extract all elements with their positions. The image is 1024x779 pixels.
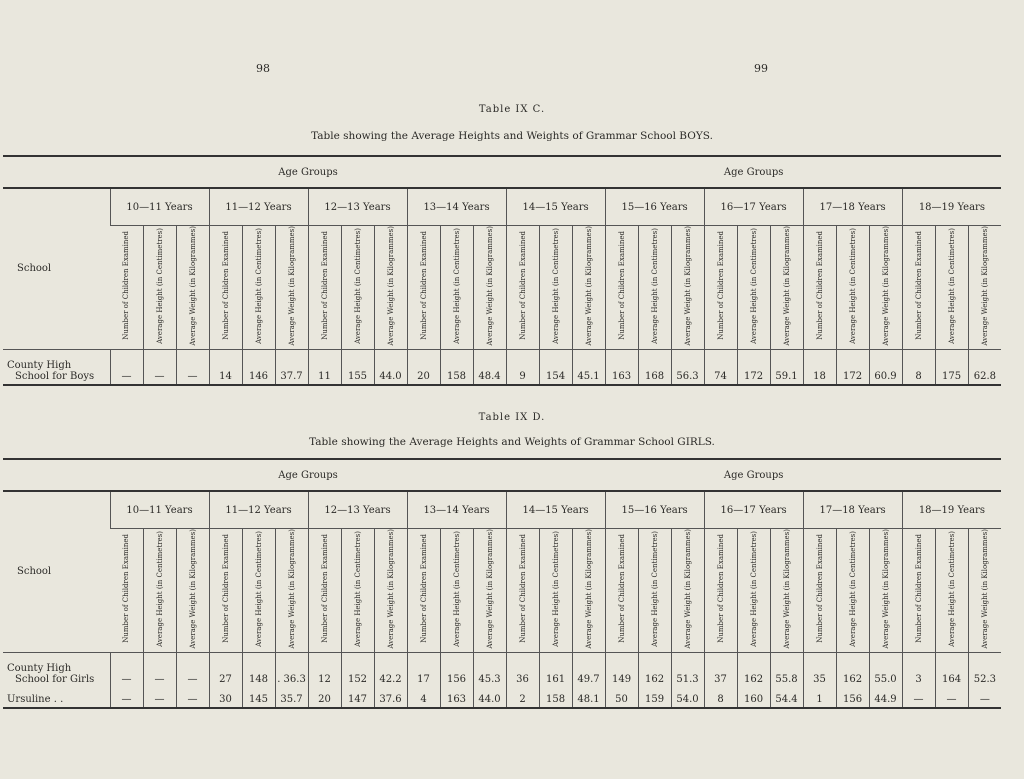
school-name-continued: School for Girls: [15, 673, 95, 685]
table-cell: 164: [935, 663, 968, 687]
table-cell: 35.7: [275, 687, 308, 708]
average-weight-header: Average Weight (in Kilogrammes): [584, 529, 593, 649]
age-range-header: 15—16 Years: [605, 188, 704, 226]
table-title: Table IX C.: [478, 104, 546, 115]
average-height-header: Average Height (in Centimetres): [848, 530, 857, 647]
school-name: County High: [7, 662, 72, 674]
number-examined-header: Number of Children Examined: [716, 231, 725, 341]
page-number-left: 98: [256, 62, 270, 75]
table-cell: 162: [836, 663, 869, 687]
school-name-continued: School for Boys: [15, 370, 95, 382]
age-groups-label: Age Groups: [506, 156, 1001, 188]
table-cell: —: [143, 687, 176, 708]
column-headers-row: [3, 226, 1001, 350]
table-cell: 48.1: [572, 687, 605, 708]
table-cell: 155: [341, 360, 374, 385]
table-caption: Table showing the Average Heights and Weights of Grammar School BOYS.: [311, 130, 713, 142]
number-examined-header: Number of Children Examined: [419, 534, 428, 644]
age-range-header: 17—18 Years: [803, 188, 902, 226]
average-weight-header: Average Weight (in Kilogrammes): [386, 226, 395, 346]
table-row: [3, 360, 1001, 385]
age-range-header: 16—17 Years: [704, 491, 803, 529]
average-weight-header: Average Weight (in Kilogrammes): [584, 226, 593, 346]
table-cell: 55.8: [770, 663, 803, 687]
table-cell: 146: [242, 360, 275, 385]
school-name-cell: [3, 663, 110, 687]
age-range-header: 13—14 Years: [407, 491, 506, 529]
table-cell: 37.6: [374, 687, 407, 708]
age-range-header: 10—11 Years: [110, 188, 209, 226]
table-cell: 49.7: [572, 663, 605, 687]
average-weight-header: Average Weight (in Kilogrammes): [485, 226, 494, 346]
number-examined-header: Number of Children Examined: [419, 231, 428, 341]
average-weight-header: Average Weight (in Kilogrammes): [980, 529, 989, 649]
age-groups-row: [3, 156, 1001, 188]
table-cell: —: [110, 663, 143, 687]
number-examined-header: Number of Children Examined: [815, 534, 824, 644]
age-range-header: 18—19 Years: [902, 188, 1001, 226]
number-examined-header: Number of Children Examined: [914, 534, 923, 644]
table-cell: 147: [341, 687, 374, 708]
number-examined-header: Number of Children Examined: [617, 534, 626, 644]
average-height-header: Average Height (in Centimetres): [650, 530, 659, 647]
number-examined-header: Number of Children Examined: [914, 231, 923, 341]
average-weight-header: Average Weight (in Kilogrammes): [683, 529, 692, 649]
table-cell: 172: [836, 360, 869, 385]
table-cell: 50: [605, 687, 638, 708]
data-table: [3, 155, 1001, 386]
table-cell: —: [176, 687, 209, 708]
table-cell: 45.3: [473, 663, 506, 687]
table-cell: 30: [209, 687, 242, 708]
table-cell: 145: [242, 687, 275, 708]
school-column-header: School: [3, 491, 110, 652]
average-height-header: Average Height (in Centimetres): [155, 530, 164, 647]
number-examined-header: Number of Children Examined: [221, 231, 230, 341]
table-cell: 11: [308, 360, 341, 385]
age-range-header: 18—19 Years: [902, 491, 1001, 529]
number-examined-header: Number of Children Examined: [518, 231, 527, 341]
table-cell: 17: [407, 663, 440, 687]
table-cell: 36: [506, 663, 539, 687]
average-height-header: Average Height (in Centimetres): [947, 530, 956, 647]
table-cell: 149: [605, 663, 638, 687]
average-height-header: Average Height (in Centimetres): [254, 227, 263, 344]
table-cell: —: [143, 663, 176, 687]
table-cell: 158: [440, 360, 473, 385]
table-cell: 163: [440, 687, 473, 708]
number-examined-header: Number of Children Examined: [320, 231, 329, 341]
age-ranges-row: [3, 491, 1001, 529]
age-range-header: 11—12 Years: [209, 491, 308, 529]
table-cell: —: [935, 687, 968, 708]
average-height-header: Average Height (in Centimetres): [650, 227, 659, 344]
table-cell: 18: [803, 360, 836, 385]
age-groups-row: [3, 459, 1001, 491]
table-cell: 54.0: [671, 687, 704, 708]
number-examined-header: Number of Children Examined: [716, 534, 725, 644]
table-cell: 152: [341, 663, 374, 687]
table-row: [3, 663, 1001, 687]
table-cell: 172: [737, 360, 770, 385]
average-weight-header: Average Weight (in Kilogrammes): [287, 226, 296, 346]
age-range-header: 10—11 Years: [110, 491, 209, 529]
age-groups-label: Age Groups: [110, 459, 506, 491]
number-examined-header: Number of Children Examined: [518, 534, 527, 644]
average-height-header: Average Height (in Centimetres): [749, 227, 758, 344]
table-cell: 156: [440, 663, 473, 687]
average-height-header: Average Height (in Centimetres): [749, 530, 758, 647]
school-name: County High: [7, 359, 72, 371]
table-cell: 54.4: [770, 687, 803, 708]
average-height-header: Average Height (in Centimetres): [155, 227, 164, 344]
table-cell: 14: [209, 360, 242, 385]
table-cell: 8: [704, 687, 737, 708]
page-number-right: 99: [754, 62, 768, 75]
table-cell: 168: [638, 360, 671, 385]
number-examined-header: Number of Children Examined: [815, 231, 824, 341]
average-height-header: Average Height (in Centimetres): [254, 530, 263, 647]
age-groups-label: Age Groups: [506, 459, 1001, 491]
age-range-header: 11—12 Years: [209, 188, 308, 226]
table-cell: 154: [539, 360, 572, 385]
school-name-cell: [3, 360, 110, 385]
table-cell: 12: [308, 663, 341, 687]
table-cell: 9: [506, 360, 539, 385]
column-headers-row: [3, 529, 1001, 653]
table-cell: 74: [704, 360, 737, 385]
average-weight-header: Average Weight (in Kilogrammes): [287, 529, 296, 649]
school-name: Ursuline . .: [7, 693, 64, 705]
average-height-header: Average Height (in Centimetres): [848, 227, 857, 344]
table-cell: 37: [704, 663, 737, 687]
table-cell: 42.2: [374, 663, 407, 687]
table-cell: 159: [638, 687, 671, 708]
table-cell: —: [110, 360, 143, 385]
age-groups-label: Age Groups: [110, 156, 506, 188]
number-examined-header: Number of Children Examined: [320, 534, 329, 644]
table-title: Table IX D.: [478, 412, 546, 423]
table-cell: 51.3: [671, 663, 704, 687]
table-cell: 4: [407, 687, 440, 708]
number-examined-header: Number of Children Examined: [122, 534, 131, 644]
table-cell: 8: [902, 360, 935, 385]
table-cell: 55.0: [869, 663, 902, 687]
table-cell: 35: [803, 663, 836, 687]
table-cell: 37.7: [275, 360, 308, 385]
table-cell: 162: [737, 663, 770, 687]
table-cell: 2: [506, 687, 539, 708]
age-range-header: 15—16 Years: [605, 491, 704, 529]
age-range-header: 14—15 Years: [506, 491, 605, 529]
table-cell: 44.0: [473, 687, 506, 708]
table-cell: —: [143, 360, 176, 385]
number-examined-header: Number of Children Examined: [122, 231, 131, 341]
average-weight-header: Average Weight (in Kilogrammes): [485, 529, 494, 649]
age-range-header: 12—13 Years: [308, 491, 407, 529]
number-examined-header: Number of Children Examined: [221, 534, 230, 644]
table-cell: 175: [935, 360, 968, 385]
average-weight-header: Average Weight (in Kilogrammes): [881, 226, 890, 346]
table-cell: 48.4: [473, 360, 506, 385]
average-weight-header: Average Weight (in Kilogrammes): [782, 226, 791, 346]
age-range-header: 17—18 Years: [803, 491, 902, 529]
table-cell: 156: [836, 687, 869, 708]
table-cell: 27: [209, 663, 242, 687]
average-height-header: Average Height (in Centimetres): [551, 530, 560, 647]
average-height-header: Average Height (in Centimetres): [452, 530, 461, 647]
table-cell: 45.1: [572, 360, 605, 385]
table-cell: 44.0: [374, 360, 407, 385]
table-cell: —: [968, 687, 1001, 708]
table-cell: 59.1: [770, 360, 803, 385]
average-weight-header: Average Weight (in Kilogrammes): [188, 226, 197, 346]
table-cell: 3: [902, 663, 935, 687]
table-cell: 163: [605, 360, 638, 385]
table-cell: —: [110, 687, 143, 708]
average-height-header: Average Height (in Centimetres): [353, 530, 362, 647]
number-examined-header: Number of Children Examined: [617, 231, 626, 341]
age-range-header: 13—14 Years: [407, 188, 506, 226]
average-weight-header: Average Weight (in Kilogrammes): [881, 529, 890, 649]
table-cell: 56.3: [671, 360, 704, 385]
average-weight-header: Average Weight (in Kilogrammes): [386, 529, 395, 649]
table-cell: . 36.3: [275, 663, 308, 687]
table-cell: 161: [539, 663, 572, 687]
average-weight-header: Average Weight (in Kilogrammes): [980, 226, 989, 346]
table-cell: —: [176, 360, 209, 385]
age-ranges-row: [3, 188, 1001, 226]
table-cell: 148: [242, 663, 275, 687]
table-cell: —: [902, 687, 935, 708]
average-height-header: Average Height (in Centimetres): [947, 227, 956, 344]
table-cell: —: [176, 663, 209, 687]
average-weight-header: Average Weight (in Kilogrammes): [782, 529, 791, 649]
table-cell: 162: [638, 663, 671, 687]
age-range-header: 14—15 Years: [506, 188, 605, 226]
age-range-header: 16—17 Years: [704, 188, 803, 226]
table-caption: Table showing the Average Heights and Weights of Grammar School GIRLS.: [309, 436, 715, 448]
table-cell: 62.8: [968, 360, 1001, 385]
table-cell: 20: [407, 360, 440, 385]
school-name-cell: [3, 687, 110, 708]
average-weight-header: Average Weight (in Kilogrammes): [188, 529, 197, 649]
table-row: [3, 687, 1001, 708]
average-height-header: Average Height (in Centimetres): [353, 227, 362, 344]
table-cell: 44.9: [869, 687, 902, 708]
average-height-header: Average Height (in Centimetres): [551, 227, 560, 344]
table-cell: 160: [737, 687, 770, 708]
table-cell: 1: [803, 687, 836, 708]
school-column-header: School: [3, 188, 110, 349]
average-height-header: Average Height (in Centimetres): [452, 227, 461, 344]
age-range-header: 12—13 Years: [308, 188, 407, 226]
table-cell: 158: [539, 687, 572, 708]
average-weight-header: Average Weight (in Kilogrammes): [683, 226, 692, 346]
table-cell: 60.9: [869, 360, 902, 385]
data-table: [3, 458, 1001, 709]
table-cell: 52.3: [968, 663, 1001, 687]
table-cell: 20: [308, 687, 341, 708]
